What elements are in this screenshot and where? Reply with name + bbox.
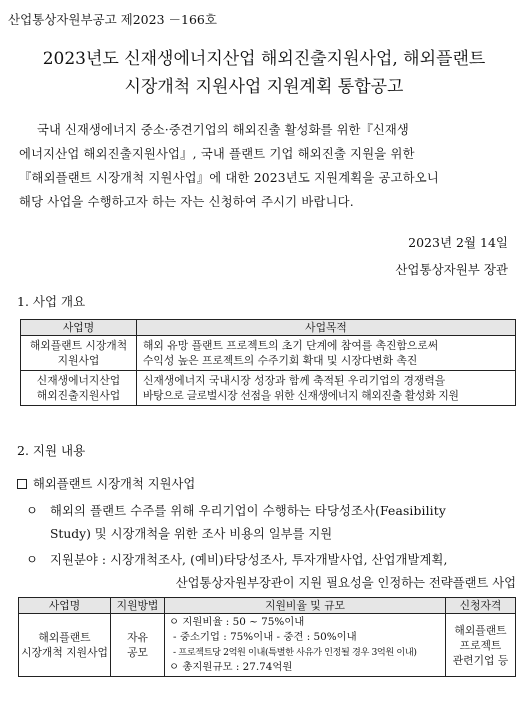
cell-line: 프로젝트 bbox=[459, 638, 502, 652]
bullet-support-scope bbox=[26, 500, 516, 546]
cell-line: 공모 bbox=[127, 646, 148, 659]
intro-paragraph bbox=[19, 118, 515, 214]
cell-line: 해외플랜트 bbox=[38, 631, 91, 644]
program-purpose-cell bbox=[137, 336, 516, 371]
bullet-text: 산업통상자원부장관이 지원 필요성을 인정하는 전략플랜트 사업 bbox=[175, 576, 516, 590]
support-header-scale: 지원비율 및 규모 bbox=[165, 598, 446, 614]
checkbox-square-icon bbox=[17, 479, 27, 489]
cell-line: 해외플랜트 bbox=[454, 623, 507, 637]
bullet-icon: ㅇ bbox=[26, 553, 38, 567]
cell-line: 해외진출지원사업 bbox=[36, 389, 121, 402]
intro-line: 에너지산업 해외진출지원사업』, 국내 플랜트 기업 해외진출 지원을 위한 bbox=[19, 147, 415, 161]
support-header-eligibility: 신청자격 bbox=[446, 598, 516, 614]
cell-line: 바탕으로 글로벌시장 선점을 위한 신재생에너지 해외진출 활성화 지원 bbox=[143, 389, 459, 402]
page-title-line2: 시장개척 지원사업 지원계획 통합공고 bbox=[124, 77, 404, 97]
table-row bbox=[21, 371, 516, 406]
overview-header-purpose: 사업목적 bbox=[137, 320, 516, 336]
section2-heading: 2. 지원 내용 bbox=[17, 443, 86, 458]
program-name-cell bbox=[21, 371, 137, 406]
support-header-name: 사업명 bbox=[19, 598, 111, 614]
section1-heading: 1. 사업 개요 bbox=[17, 294, 86, 309]
support-header-method: 지원방법 bbox=[111, 598, 165, 614]
page-title-line1: 2023년도 신재생에너지산업 해외진출지원사업, 해외플랜트 bbox=[42, 49, 486, 69]
support-scale-cell bbox=[165, 614, 446, 677]
bullet-text: Study) 및 시장개척을 위한 조사 비용의 일부를 지원 bbox=[50, 527, 333, 541]
cell-line: ㅇ 지원비율 : 50 ~ 75%이내 bbox=[169, 616, 305, 628]
cell-line: 지원사업 bbox=[57, 354, 100, 367]
cell-line: ㅇ 총지원규모 : 27.74억원 bbox=[169, 661, 293, 673]
intro-line: 『해외플랜트 시장개척 지원사업』에 대한 2023년도 지원계획을 공고하오니 bbox=[19, 171, 439, 185]
cell-line: 수익성 높은 프로젝트의 수주기회 확대 및 시장다변화 촉진 bbox=[143, 354, 418, 367]
bullet-icon: ㅇ bbox=[26, 504, 38, 518]
bullet-text: 지원분야 : 시장개척조사, (예비)타당성조사, 투자개발사업, 산업개발계획, bbox=[50, 553, 448, 567]
intro-line: 국내 신재생에너지 중소·중견기업의 해외진출 활성화를 위한『신재생 bbox=[37, 123, 409, 137]
cell-line: 관련기업 등 bbox=[452, 653, 509, 667]
overview-header-name: 사업명 bbox=[21, 320, 137, 336]
intro-line: 해당 사업을 수행하고자 하는 자는 신청하여 주시기 바랍니다. bbox=[19, 195, 354, 209]
notice-number: 산업통상자원부공고 제2023 －166호 bbox=[8, 12, 217, 27]
support-method-cell bbox=[111, 614, 165, 677]
support-name-cell bbox=[19, 614, 111, 677]
cell-line: 해외 유망 플랜트 프로젝트의 초기 단계에 참여를 촉진함으로써 bbox=[143, 339, 439, 352]
cell-line: 신재생에너지산업 bbox=[36, 374, 121, 387]
notice-date: 2023년 2월 14일 bbox=[408, 235, 508, 250]
program-name-cell bbox=[21, 336, 137, 371]
cell-line: 해외플랜트 시장개척 bbox=[29, 339, 128, 352]
issuer: 산업통상자원부 장관 bbox=[395, 262, 508, 277]
overview-table bbox=[20, 319, 516, 406]
cell-line: 자유 bbox=[127, 631, 148, 644]
support-eligibility-cell bbox=[446, 614, 516, 677]
cell-line: - 중소기업 : 75%이내 - 중견 : 50%이내 bbox=[173, 631, 357, 643]
cell-line: 신재생에너지 국내시장 성장과 함께 축적된 우리기업의 경쟁력을 bbox=[143, 374, 446, 387]
bullet-text: 해외의 플랜트 수주를 위해 우리기업이 수행하는 타당성조사(Feasibility bbox=[50, 504, 446, 518]
subheading-text: 해외플랜트 시장개척 지원사업 bbox=[33, 477, 196, 491]
support-subheading bbox=[17, 474, 195, 492]
table-row bbox=[19, 614, 516, 677]
table-row bbox=[21, 336, 516, 371]
program-purpose-cell bbox=[137, 371, 516, 406]
bullet-support-fields bbox=[26, 549, 516, 595]
cell-line: 시장개척 지원사업 bbox=[21, 646, 108, 659]
cell-line: - 프로젝트당 2억원 이내(특별한 사유가 인정될 경우 3억원 이내) bbox=[173, 647, 417, 658]
support-table bbox=[18, 597, 516, 677]
